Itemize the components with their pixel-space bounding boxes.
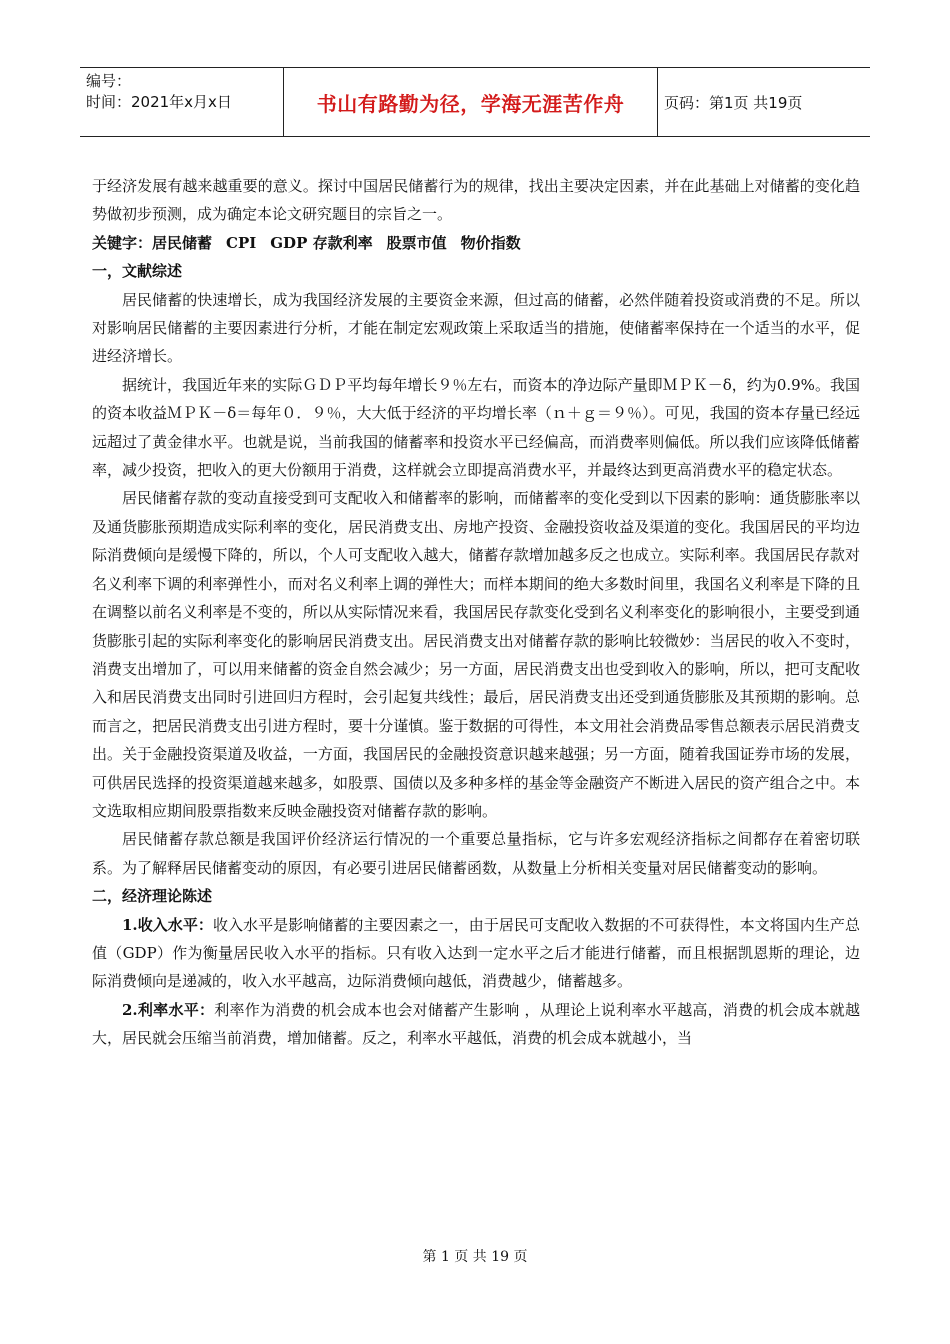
item-interest-title: 2.利率水平： bbox=[122, 1000, 215, 1019]
item-interest bbox=[92, 996, 860, 1053]
paragraph-2: 据统计，我国近年来的实际ＧＤＰ平均每年增长９％左右，而资本的净边际产量即ＭＰＫ－δ，约为0.9%。我国的资本收益ＭＰＫ－δ＝每年０．９％，大大低于经济的平均增长率（ｎ＋ｇ＝９％）。可见，我国的资本存量已经远远超过了黄金律水平。也就是说，当前我国的储蓄率和投资水平已经偏高，而消费率则偏低。所以我们应该降低储蓄率，减少投资，把收入的更大份额用于消费，这样就会立即提高消费水平，并最终达到更高消费水平的稳定状态。 bbox=[92, 375, 860, 480]
paragraph-intro: 于经济发展有越来越重要的意义。探讨中国居民储蓄行为的规律，找出主要决定因素，并在此基础上对储蓄的变化趋势做初步预测，成为确定本论文研究题目的宗旨之一。 bbox=[92, 177, 860, 224]
page-footer: 第 1 页 共 19 页 bbox=[422, 1249, 528, 1265]
keyword-gdp-rate: GDP 存款利率 bbox=[270, 233, 373, 252]
section-heading-1: 一，文献综述 bbox=[92, 262, 183, 281]
number-label: 编号： bbox=[86, 72, 132, 90]
keywords-label: 关键字：居民储蓄 bbox=[92, 233, 213, 252]
paragraph-4: 居民储蓄存款总额是我国评价经济运行情况的一个重要总量指标，它与许多宏观经济指标之间都存在着密切联系。为了解释居民储蓄变动的原因，有必要引进居民储蓄函数，从数量上分析相关变量对居民储蓄变动的影响。 bbox=[92, 830, 860, 877]
time-label: 时间：2021年x月x日 bbox=[86, 93, 232, 111]
keywords-line bbox=[92, 229, 860, 257]
page-label: 页码：第1页 共19页 bbox=[664, 93, 803, 112]
header-table bbox=[80, 67, 870, 137]
keyword-price-index: 物价指数 bbox=[460, 233, 521, 252]
header-left-cell bbox=[80, 68, 284, 136]
motto: 书山有路勤为径，学海无涯苦作舟 bbox=[284, 68, 658, 136]
keyword-cpi: CPI bbox=[226, 233, 257, 252]
paragraph-1: 居民储蓄的快速增长，成为我国经济发展的主要资金来源，但过高的储蓄，必然伴随着投资或消费的不足。所以对影响居民储蓄的主要因素进行分析，才能在制定宏观政策上采取适当的措施，使储蓄率保持在一个适当的水平，促进经济增长。 bbox=[92, 290, 860, 366]
section-heading-2: 二，经济理论陈述 bbox=[92, 887, 213, 906]
keyword-stock: 股票市值 bbox=[386, 233, 447, 252]
document-body bbox=[92, 172, 860, 1053]
paragraph-3: 居民储蓄存款的变动直接受到可支配收入和储蓄率的影响，而储蓄率的变化受到以下因素的影响：通货膨胀率以及通货膨胀预期造成实际利率的变化，居民消费支出、房地产投资、金融投资收益及渠道的变化。我国居民的平均边际消费倾向是缓慢下降的，所以，个人可支配收入越大，储蓄存款增加越多反之也成立。实际利率。我国居民存款对名义利率下调的利率弹性小，而对名义利率上调的弹性大；而样本期间的绝大多数时间里，我国名义利率是下降的且在调整以前名义利率是不变的，所以从实际情况来看，我国居民存款变化受到名义利率变化的影响很小，主要受到通货膨胀引起的实际利率变化的影响居民消费支出。居民消费支出对储蓄存款的影响比较微妙：当居民的收入不变时，消费支出增加了，可以用来储蓄的资金自然会减少；另一方面，居民消费支出也受到收入的影响，所以，把可支配收入和居民消费支出同时引进回归方程时，会引起复共线性；最后，居民消费支出还受到通货膨胀及其预期的影响。总而言之，把居民消费支出引进方程时，要十分谨慎。鉴于数据的可得性，本文用社会消费品零售总额表示居民消费支出。关于金融投资渠道及收益，一方面，我国居民的金融投资意识越来越强；另一方面，随着我国证券市场的发展，可供居民选择的投资渠道越来越多，如股票、国债以及多种多样的基金等金融资产不断进入居民的资产组合之中。本文选取相应期间股票指数来反映金融投资对储蓄存款的影响。 bbox=[92, 489, 860, 820]
item-interest-text: 利率作为消费的机会成本也会对储蓄产生影响 ，从理论上说利率水平越高，消费的机会成本就越大，居民就会压缩当前消费，增加储蓄。反之，利率水平越低，消费的机会成本就越小，当 bbox=[92, 1000, 860, 1048]
item-income-text: 收入水平是影响储蓄的主要因素之一，由于居民可支配收入数据的不可获得性，本文将国内生产总值（GDP）作为衡量居民收入水平的指标。只有收入达到一定水平之后才能进行储蓄，而且根据凯恩斯的理论，边际消费倾向是递减的，收入水平越高，边际消费倾向越低，消费越少，储蓄越多。 bbox=[92, 915, 860, 991]
item-income bbox=[92, 911, 860, 996]
item-income-title: 1.收入水平： bbox=[122, 915, 213, 934]
